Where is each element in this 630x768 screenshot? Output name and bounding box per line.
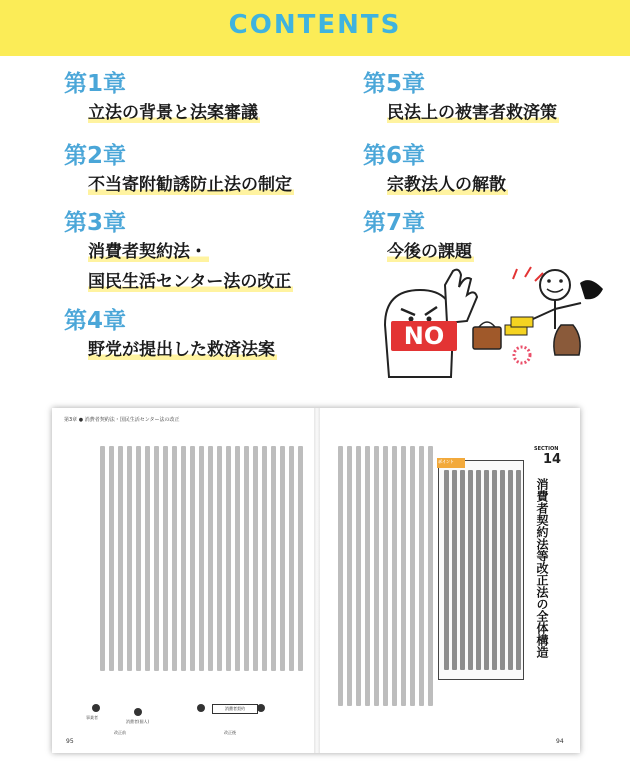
chapter-number: 第3章 bbox=[64, 210, 127, 236]
text-line bbox=[235, 446, 240, 671]
chapter-4 bbox=[64, 308, 277, 362]
contents-header bbox=[0, 0, 630, 56]
chapter-number: 第5章 bbox=[363, 71, 426, 97]
text-line bbox=[347, 446, 352, 706]
text-line bbox=[383, 446, 388, 706]
text-line bbox=[253, 446, 258, 671]
gold-bars-icon bbox=[505, 317, 533, 335]
pushy-person-icon bbox=[533, 270, 603, 329]
text-line bbox=[100, 446, 105, 671]
text-line bbox=[508, 470, 513, 670]
text-line bbox=[484, 470, 489, 670]
chapter-2 bbox=[64, 143, 294, 197]
money-bag-icon bbox=[473, 322, 501, 349]
chapter-1 bbox=[64, 71, 260, 125]
contents-title: CONTENTS bbox=[228, 10, 402, 40]
diagram-caption-before: 改正前 bbox=[114, 730, 126, 735]
business-person-icon bbox=[197, 704, 205, 712]
text-line bbox=[163, 446, 168, 671]
book-gutter bbox=[314, 408, 320, 753]
text-line bbox=[516, 470, 521, 670]
text-line bbox=[154, 446, 159, 671]
left-page-number: 95 bbox=[66, 738, 74, 745]
chapter-title: 不当寄附勧誘防止法の制定 bbox=[88, 175, 292, 195]
consumer-person-icon bbox=[257, 704, 265, 712]
section-title: 消費者契約法等改正法の全体構造 bbox=[535, 478, 549, 658]
text-line bbox=[244, 446, 249, 671]
text-line bbox=[374, 446, 379, 706]
chapter-title: 民法上の被害者救済策 bbox=[387, 103, 557, 123]
chapter-number: 第6章 bbox=[363, 143, 426, 169]
text-line bbox=[271, 446, 276, 671]
chapter-title-line-2: 国民生活センター法の改正 bbox=[88, 272, 292, 292]
text-line bbox=[208, 446, 213, 671]
stop-hand-icon bbox=[445, 270, 477, 323]
text-line bbox=[428, 446, 433, 706]
book-spread-preview bbox=[52, 408, 580, 753]
text-line bbox=[190, 446, 195, 671]
text-line bbox=[172, 446, 177, 671]
diagram-actor-consumer: 消費者(個人) bbox=[126, 719, 150, 724]
running-head: 第3章 ● 消費者契約法・国民生活センター法の改正 bbox=[64, 417, 180, 423]
chapter-title: 今後の課題 bbox=[387, 242, 472, 262]
text-line bbox=[199, 446, 204, 671]
text-line bbox=[460, 470, 465, 670]
text-line bbox=[410, 446, 415, 706]
chapter-title: 野党が提出した救済法案 bbox=[88, 340, 275, 360]
business-person-icon bbox=[92, 704, 100, 712]
no-sign bbox=[391, 321, 457, 351]
text-line bbox=[365, 446, 370, 706]
text-line bbox=[280, 446, 285, 671]
text-line bbox=[217, 446, 222, 671]
point-label: ポイント bbox=[438, 459, 454, 464]
text-line bbox=[289, 446, 294, 671]
jar-icon bbox=[554, 325, 580, 355]
consumer-person-icon bbox=[134, 708, 142, 716]
contract-box: 消費者契約 bbox=[212, 704, 258, 714]
text-line bbox=[145, 446, 150, 671]
text-line bbox=[452, 470, 457, 670]
text-line bbox=[226, 446, 231, 671]
chapter-3 bbox=[64, 210, 293, 294]
section-label: SECTION bbox=[534, 446, 559, 452]
chapter-number: 第2章 bbox=[64, 143, 127, 169]
diagram-actor-business: 事業者 bbox=[86, 715, 98, 720]
alarm-lines bbox=[513, 267, 543, 281]
text-line bbox=[401, 446, 406, 706]
text-line bbox=[444, 470, 449, 670]
beads-icon bbox=[514, 347, 530, 363]
text-line bbox=[468, 470, 473, 670]
section-number: 14 bbox=[543, 452, 562, 467]
text-line bbox=[262, 446, 267, 671]
chapter-number: 第1章 bbox=[64, 71, 127, 97]
text-line bbox=[298, 446, 303, 671]
text-line bbox=[118, 446, 123, 671]
no-sign-text: NO bbox=[403, 322, 445, 350]
text-line bbox=[476, 470, 481, 670]
diagram-caption-after: 改正後 bbox=[224, 730, 236, 735]
chapter-number: 第4章 bbox=[64, 308, 127, 334]
text-line bbox=[500, 470, 505, 670]
text-line bbox=[356, 446, 361, 706]
text-line bbox=[127, 446, 132, 671]
text-line bbox=[136, 446, 141, 671]
chapter-number: 第7章 bbox=[363, 210, 426, 236]
text-line bbox=[392, 446, 397, 706]
chapter-title: 宗教法人の解散 bbox=[387, 175, 506, 195]
chapter-7 bbox=[363, 210, 474, 264]
text-line bbox=[338, 446, 343, 706]
text-line bbox=[109, 446, 114, 671]
text-line bbox=[181, 446, 186, 671]
chapter-title: 消費者契約法・ bbox=[88, 242, 207, 262]
refusal-illustration bbox=[375, 265, 610, 385]
right-page-number: 94 bbox=[556, 738, 564, 745]
text-line bbox=[419, 446, 424, 706]
text-line bbox=[492, 470, 497, 670]
chapter-title: 立法の背景と法案審議 bbox=[88, 103, 258, 123]
chapter-6 bbox=[363, 143, 508, 197]
chapter-5 bbox=[363, 71, 559, 125]
